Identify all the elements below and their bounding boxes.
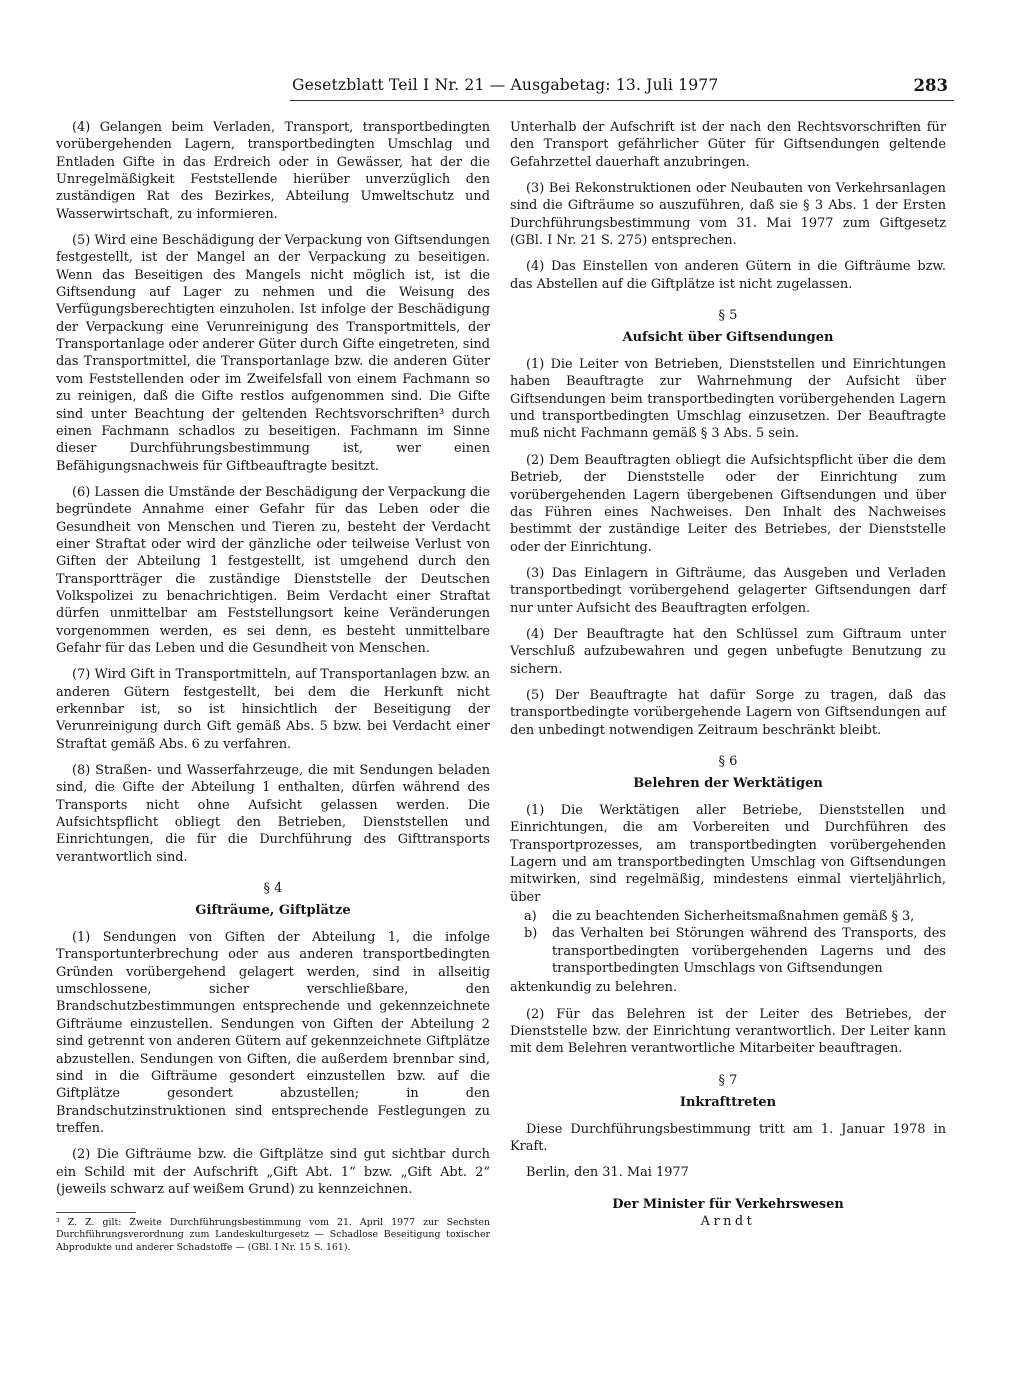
running-title: Gesetzblatt Teil I Nr. 21 — Ausgabetag: 13. Juli 1977 [292,76,719,94]
paragraph-4-3: (3) Bei Rekonstruktionen oder Neubauten von Verkehrsanlagen sind die Gifträume so auszuführen, daß sie § 3 Abs. 1 der Ersten Durchführungsbestimmung vom 31. Mai 1977 zum Giftgesetz (GBl. I Nr. 21 S. 275) entsprechen. [510,181,946,249]
page-number: 283 [913,76,948,95]
section-5-number: § 5 [718,308,738,324]
list-item-label: a) [524,909,537,925]
paragraph-3-4: (4) Gelangen beim Verladen, Transport, transportbedingten vorübergehenden Lagern, transportbedingten Umschlag und Entladen Gifte in das Erdreich oder in Gewässer, hat der die Unregelmäßigkeit Feststellende hierüber unverzüglich den zuständigen Rat des Bezirkes, Abteilung Umweltschutz und Wasserwirtschaft, zu informieren. [56,120,490,222]
list-item [510,908,946,925]
section-7-number: § 7 [718,1072,738,1088]
paragraph-3-5: (5) Wird eine Beschädigung der Verpackung von Giftsendungen festgestellt, ist der Mangel an der Verpackung zu beseitigen. Wenn das Beseitigen des Mangels nicht möglich ist, ist die Giftsendung auf Lager zu nehmen und die Weisung des Verfügungsberechtigten einzuholen. Ist infolge der Beschädigung der Verpackung eine Verunreinigung des Transportmittels, der Transportanlage oder anderer Güter durch Gifte eingetreten, sind das Transportmittel, die Transportanlage bzw. die anderen Güter vom Feststellenden oder im Zweifelsfall von einem Fachmann so zu reinigen, daß die Gifte restlos aufgenommen sind. Die Gifte sind unter Beachtung der geltenden Rechtsvorschriften³ durch einen Fachmann schadlos zu beseitigen. Fachmann im Sinne dieser Durchführungsbestimmung ist, wer einen Befähigungsnachweis für Giftbeauftragte besitzt. [56,233,490,474]
section-6-number: § 6 [718,753,738,769]
list-item-text: das Verhalten bei Störungen während des Transports, des transportbedingten vorübergehenden Lagerns und des transportbedingten Umschlags von Giftsendungen [552,926,946,977]
paragraph-5-2: (2) Dem Beauftragten obliegt die Aufsichtspflicht über die dem Betrieb, der Dienststelle oder der Einrichtung zum vorübergehenden Lagern übergebenen Giftsendungen und über das Führen eines Nachweises. Den Inhalt des Nachweises bestimmt der zuständige Leiter des Betriebes, der Dienststelle oder der Einrichtung. [510,452,946,555]
header-rule [290,100,954,101]
footnote-rule [56,1212,136,1213]
paragraph-6-2: (2) Für das Belehren ist der Leiter des Betriebes, der Dienststelle bzw. der Einrichtung verantwortlich. Der Leiter kann mit dem Belehren verantwortliche Mitarbeiter beauftragen. [510,1006,946,1057]
list-item [510,925,946,977]
paragraph-5-4: (4) Der Beauftragte hat den Schlüssel zum Giftraum unter Verschluß aufzubewahren und gegen unbefugte Benutzung zu sichern. [510,626,946,677]
paragraph-5-1: (1) Die Leiter von Betrieben, Dienststellen und Einrichtungen haben Beauftragte zur Wahrnehmung der Aufsicht über Giftsendungen beim transportbedingten vorübergehenden Lagern und transportbedingten Umschlag einzusetzen. Der Beauftragte muß nicht Fachmann gemäß § 3 Abs. 5 sein. [510,357,946,442]
paragraph-5-3: (3) Das Einlagern in Gifträume, das Ausgeben und Verladen transportbedingt vorübergehend gelagerter Giftsendungen darf nur unter Aufsicht des Beauftragten erfolgen. [510,565,946,616]
paragraph-7-1: Diese Durchführungsbestimmung tritt am 1. Januar 1978 in Kraft. [510,1121,946,1155]
section-4-number: § 4 [263,881,283,897]
paragraph-6-1: (1) Die Werktätigen aller Betriebe, Dienststellen und Einrichtungen, die am Vorbereiten und Durchführen des Transportprozesses, am transportbedingten vorübergehenden Lagern und am transportbedingten Umschlag von Giftsendungen mitwirken, sind regelmäßig, mindestens einmal vierteljährlich, über [510,802,946,905]
right-column [510,119,946,1231]
paragraph-3-7: (7) Wird Gift in Transportmitteln, auf Transportanlagen bzw. an anderen Gütern festgestellt, bei dem die Herkunft nicht erkennbar ist, so ist hinsichtlich der Beseitigung der Verunreinigung durch Gift gemäß Abs. 5 bzw. bei Verdacht einer Straftat gemäß Abs. 6 zu verfahren. [56,667,490,752]
list-item-text: die zu beachtenden Sicherheitsmaßnahmen gemäß § 3, [552,909,915,925]
place-date: Berlin, den 31. Mai 1977 [526,1165,689,1181]
section-5-title: Aufsicht über Giftsendungen [622,330,834,346]
paragraph-4-4: (4) Das Einstellen von anderen Gütern in die Gifträume bzw. das Abstellen auf die Giftplätze ist nicht zugelassen. [510,259,946,292]
paragraph-3-8: (8) Straßen- und Wasserfahrzeuge, die mit Sendungen beladen sind, die Gifte der Abteilung 1 enthalten, dürfen während des Transports nicht ohne Aufsicht gelassen werden. Die Aufsichtspflicht obliegt den Betrieben, Dienststellen und Einrichtungen, die für die Durchführung des Gifttransports verantwortlich sind. [56,763,490,865]
paragraph-4-1: (1) Sendungen von Giften der Abteilung 1, die infolge Transportunterbrechung oder aus anderen transportbedingten Gründen vorübergehend gelagert werden, sind in allseitig umschlossene, sicher verschließbare, den Brandschutzbestimmungen entsprechende und gekennzeichnete Gifträume einzustellen. Sendungen von Giften der Abteilung 2 sind getrennt von anderen Gütern auf gekennzeichnete Giftplätze abzustellen. Sendungen von Giften, die außerdem brennbar sind, sind in die Gifträume gesondert einzustellen bzw. auf die Giftplätze gesondert abzustellen; in den Brandschutzinstruktionen sind entsprechende Festlegungen zu treffen. [56,930,490,1136]
paragraph-4-2: (2) Die Gifträume bzw. die Giftplätze sind gut sichtbar durch ein Schild mit der Aufschrift „Gift Abt. 1“ bzw. „Gift Abt. 2“ (jeweils schwarz auf weißem Grund) zu kennzeichnen. [56,1147,490,1197]
signature-name: Arndt [700,1214,756,1230]
page-header [292,76,952,98]
signature-title: Der Minister für Verkehrswesen [612,1196,844,1212]
section-4-title: Gifträume, Giftplätze [195,903,351,919]
paragraph-5-5: (5) Der Beauftragte hat dafür Sorge zu tragen, daß das transportbedingte vorübergehende Lagern von Giftsendungen auf den unbedingt notwendigen Zeitraum beschränkt bleibt. [510,687,946,738]
paragraph-3-6: (6) Lassen die Umstände der Beschädigung der Verpackung die begründete Annahme einer Gefahr für das Leben oder die Gesundheit von Menschen und Tieren zu, besteht der Verdacht einer Straftat oder wird der gänzliche oder teilweise Verlust von Giften der Abteilung 1 festgestellt, ist umgehend durch den Transportträger die zuständige Dienststelle der Deutschen Volkspolizei zu benachrichtigen. Beim Verdacht einer Straftat dürfen unmittelbar am Feststellungsort keine Veränderungen vorgenommen werden, es sei denn, es besteht unmittelbare Gefahr für das Leben und die Gesundheit von Menschen. [56,484,490,656]
paragraph-6-1-end: aktenkundig zu belehren. [510,980,678,996]
list-item-label: b) [524,926,538,942]
left-column [56,119,490,1254]
section-7-title: Inkrafttreten [679,1094,777,1110]
footnote-3: ³ Z. Z. gilt: Zweite Durchführungsbestimmung vom 21. April 1977 zur Sechsten Durchführungsverordnung zum Landeskulturgesetz — Schadlose Beseitigung toxischer Abprodukte und anderer Schadstoffe — (GBl. I Nr. 15 S. 161). [56,1217,490,1253]
paragraph-4-2-continued: Unterhalb der Aufschrift ist der nach den Rechtsvorschriften für den Transport gefährlicher Güter für Giftsendungen geltende Gefahrzettel dauerhaft anzubringen. [510,120,946,170]
section-6-title: Belehren der Werktätigen [633,775,823,791]
